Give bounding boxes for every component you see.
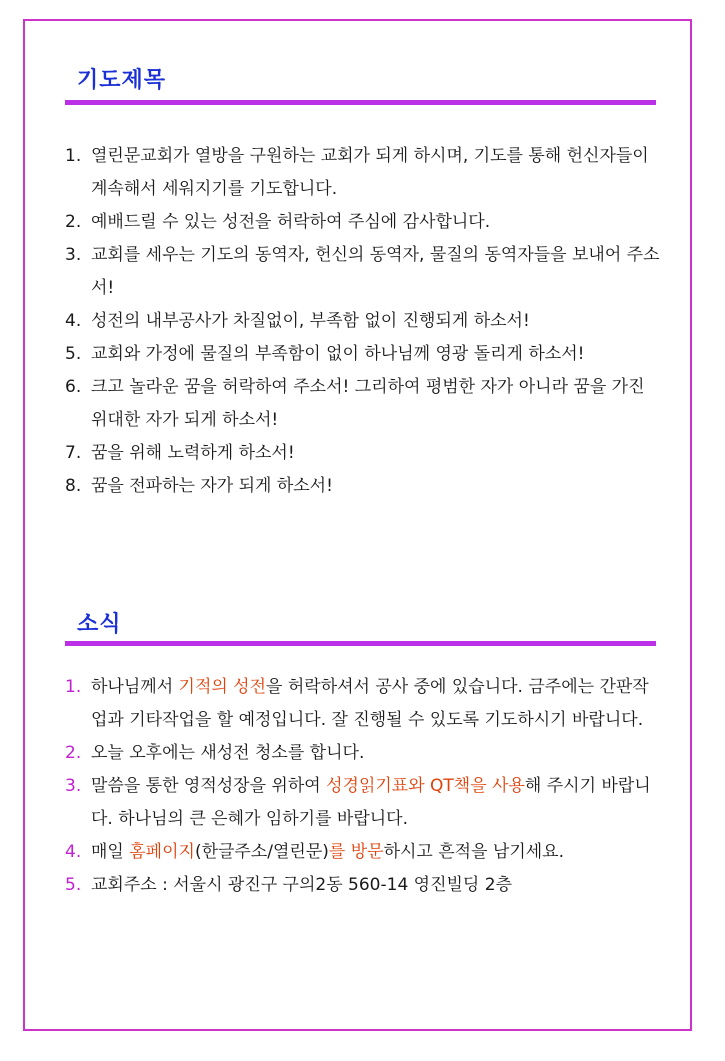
item-number: 5. — [65, 875, 82, 895]
news-item — [65, 869, 665, 902]
item-text: (한글주소/열린문) — [194, 842, 329, 862]
prayer-item — [65, 140, 665, 206]
prayer-item — [65, 239, 665, 305]
item-number: 1. — [65, 146, 82, 166]
prayer-item — [65, 470, 665, 503]
prayer-item — [65, 305, 665, 338]
item-text: 교회와 가정에 물질의 부족함이 없이 하나님께 영광 돌리게 하소서! — [91, 344, 585, 364]
item-number: 2. — [65, 212, 82, 232]
news-section-title: 소식 — [77, 612, 122, 637]
item-text: 교회주소 : 서울시 광진구 구의2동 560-14 영진빌딩 2층 — [91, 875, 512, 895]
item-number: 4. — [65, 842, 82, 862]
highlight-text: 홈페이지 — [129, 842, 195, 862]
item-number: 5. — [65, 344, 82, 364]
item-text: 해 주시기 바랍니다. 하나님의 큰 은혜가 임하기를 바랍니다. — [91, 776, 651, 829]
item-text: 오늘 오후에는 새성전 청소를 합니다. — [91, 743, 365, 763]
news-list — [65, 671, 665, 902]
item-number: 3. — [65, 776, 82, 796]
highlight-text: 를 방문 — [328, 842, 384, 862]
item-text: 을 허락하셔서 공사 중에 있습니다. 금주에는 간판작업과 기타작업을 할 예정입니다. 잘 진행될 수 있도록 기도하시기 바랍니다. — [91, 677, 649, 730]
bulletin-page — [23, 19, 692, 1031]
prayer-item — [65, 371, 665, 437]
highlight-text: 성경읽기표와 QT책을 사용 — [326, 776, 525, 796]
news-item — [65, 671, 665, 737]
prayer-section-rule — [65, 100, 656, 105]
prayer-item — [65, 338, 665, 371]
item-text: 크고 놀라운 꿈을 허락하여 주소서! 그리하여 평범한 자가 아니라 꿈을 가진 위대한 자가 되게 하소서! — [91, 377, 645, 430]
item-number: 8. — [65, 476, 82, 496]
item-text: 교회를 세우는 기도의 동역자, 헌신의 동역자, 물질의 동역자들을 보내어 주소서! — [91, 245, 660, 298]
news-item — [65, 836, 665, 869]
news-section-rule — [65, 641, 656, 646]
news-item — [65, 737, 665, 770]
prayer-section-title: 기도제목 — [77, 68, 167, 93]
item-text: 하나님께서 — [91, 677, 179, 697]
item-number: 3. — [65, 245, 82, 265]
item-text: 하시고 흔적을 남기세요. — [383, 842, 565, 862]
item-text: 성전의 내부공사가 차질없이, 부족함 없이 진행되게 하소서! — [91, 311, 530, 331]
item-text: 열린문교회가 열방을 구원하는 교회가 되게 하시며, 기도를 통해 헌신자들이 계속해서 세워지기를 기도합니다. — [91, 146, 649, 199]
item-number: 2. — [65, 743, 82, 763]
news-item — [65, 770, 665, 836]
prayer-item — [65, 206, 665, 239]
item-text: 매일 — [91, 842, 130, 862]
item-number: 4. — [65, 311, 82, 331]
highlight-text: 기적의 성전 — [178, 677, 267, 697]
item-text: 꿈을 위해 노력하게 하소서! — [91, 443, 295, 463]
prayer-item — [65, 437, 665, 470]
item-number: 1. — [65, 677, 82, 697]
item-text: 꿈을 전파하는 자가 되게 하소서! — [91, 476, 333, 496]
item-text: 예배드릴 수 있는 성전을 허락하여 주심에 감사합니다. — [91, 212, 491, 232]
item-number: 7. — [65, 443, 82, 463]
item-number: 6. — [65, 377, 82, 397]
item-text: 말씀을 통한 영적성장을 위하여 — [91, 776, 327, 796]
prayer-list — [65, 140, 665, 503]
